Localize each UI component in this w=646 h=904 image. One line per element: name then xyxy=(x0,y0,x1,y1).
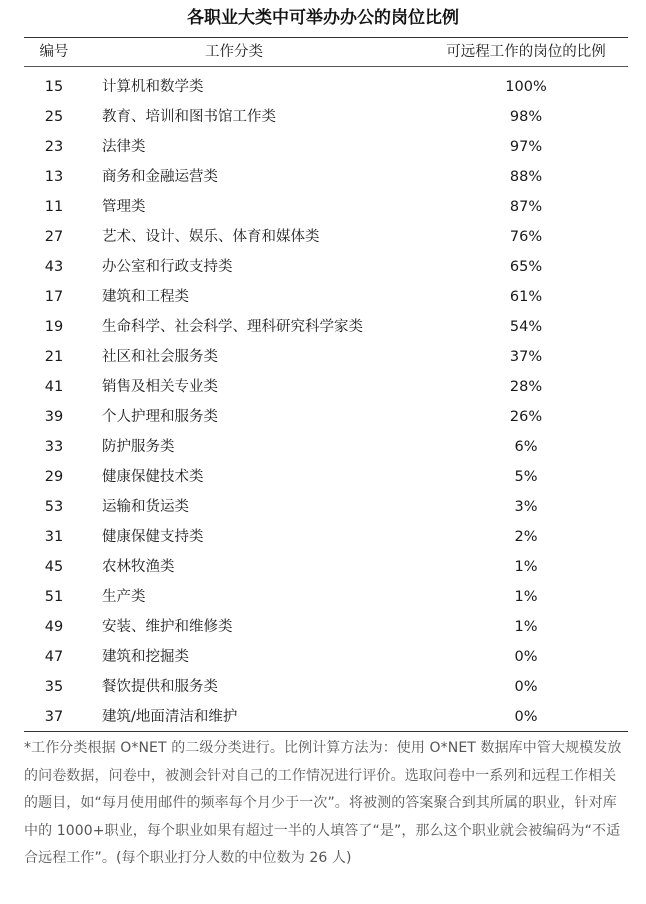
header-category: 工作分类 xyxy=(205,44,263,60)
row-category: 健康保健技术类 xyxy=(102,469,204,485)
row-code: 21 xyxy=(44,349,64,365)
row-code: 33 xyxy=(44,439,64,455)
table-row xyxy=(24,432,628,462)
row-category: 生命科学、社会科学、理科研究科学家类 xyxy=(102,319,363,335)
row-code: 49 xyxy=(44,619,64,635)
table-row xyxy=(24,402,628,432)
row-code: 35 xyxy=(44,679,64,695)
row-code: 13 xyxy=(44,169,64,185)
row-ratio: 97% xyxy=(509,139,543,155)
row-code: 23 xyxy=(44,139,64,155)
header-ratio: 可远程工作的岗位的比例 xyxy=(446,44,606,60)
row-category: 办公室和行政支持类 xyxy=(102,259,233,275)
row-ratio: 100% xyxy=(505,79,547,95)
table-row xyxy=(24,642,628,672)
table-body xyxy=(24,72,628,732)
row-ratio: 87% xyxy=(509,199,543,215)
table-row xyxy=(24,72,628,102)
table-row xyxy=(24,132,628,162)
footnote: *工作分类根据 O*NET 的二级分类进行。比例计算方法为：使用 O*NET 数据库中管大规模发放的问卷数据，问卷中，被测会针对自己的工作情况进行评价。选取问卷中一系列和远程工作相关的题目，如“每月使用邮件的频率每个月少于一次”。将被测的答案聚合到其所属的职业，针对库中的 1000+职业，每个职业如果有超过一半的人填答了“是”，那么这个职业就会被编码为“不适合远程工作”。(每个职业打分人数的中位数为 26 人) xyxy=(24,740,622,866)
table-row xyxy=(24,462,628,492)
row-code: 25 xyxy=(44,109,64,125)
row-category: 教育、培训和图书馆工作类 xyxy=(102,109,276,125)
row-code: 53 xyxy=(44,499,64,515)
table-header xyxy=(24,38,628,66)
row-ratio: 0% xyxy=(514,709,538,725)
table-title: 各职业大类中可举办办公的岗位比例 xyxy=(187,8,459,28)
row-ratio: 0% xyxy=(514,649,538,665)
table-bottom-rule xyxy=(24,731,628,732)
row-category: 计算机和数学类 xyxy=(102,79,204,95)
row-ratio: 5% xyxy=(514,469,538,485)
table-row xyxy=(24,372,628,402)
row-code: 37 xyxy=(44,709,64,725)
row-code: 19 xyxy=(44,319,64,335)
row-ratio: 98% xyxy=(509,109,543,125)
row-ratio: 1% xyxy=(514,589,538,605)
table-row xyxy=(24,492,628,522)
table-row xyxy=(24,342,628,372)
row-category: 法律类 xyxy=(102,139,146,155)
row-category: 建筑和挖掘类 xyxy=(102,649,189,665)
row-category: 餐饮提供和服务类 xyxy=(102,679,218,695)
row-category: 艺术、设计、娱乐、体育和媒体类 xyxy=(102,229,320,245)
row-ratio: 88% xyxy=(509,169,543,185)
row-ratio: 54% xyxy=(509,319,543,335)
row-category: 管理类 xyxy=(102,199,146,215)
table-row xyxy=(24,612,628,642)
row-ratio: 3% xyxy=(514,499,538,515)
row-category: 健康保健支持类 xyxy=(102,529,204,545)
row-code: 31 xyxy=(44,529,64,545)
table-row xyxy=(24,252,628,282)
table-row xyxy=(24,222,628,252)
row-category: 生产类 xyxy=(102,589,146,605)
row-category: 运输和货运类 xyxy=(102,499,189,515)
table-row xyxy=(24,162,628,192)
row-ratio: 76% xyxy=(509,229,543,245)
row-category: 安装、维护和维修类 xyxy=(102,619,233,635)
row-category: 个人护理和服务类 xyxy=(102,409,218,425)
row-ratio: 2% xyxy=(514,529,538,545)
row-category: 建筑和工程类 xyxy=(102,289,189,305)
table-row xyxy=(24,582,628,612)
row-code: 45 xyxy=(44,559,64,575)
row-code: 11 xyxy=(44,199,64,215)
row-category: 防护服务类 xyxy=(102,439,175,455)
row-category: 销售及相关专业类 xyxy=(102,379,218,395)
row-ratio: 1% xyxy=(514,619,538,635)
table-row xyxy=(24,552,628,582)
row-code: 43 xyxy=(44,259,64,275)
row-code: 29 xyxy=(44,469,64,485)
row-ratio: 26% xyxy=(509,409,543,425)
row-code: 47 xyxy=(44,649,64,665)
row-ratio: 28% xyxy=(509,379,543,395)
row-ratio: 61% xyxy=(509,289,543,305)
table-row xyxy=(24,702,628,732)
row-code: 15 xyxy=(44,79,64,95)
row-code: 41 xyxy=(44,379,64,395)
row-ratio: 0% xyxy=(514,679,538,695)
table-header-rule xyxy=(24,66,628,67)
row-ratio: 65% xyxy=(509,259,543,275)
row-code: 51 xyxy=(44,589,64,605)
row-code: 17 xyxy=(44,289,64,305)
row-ratio: 6% xyxy=(514,439,538,455)
table-row xyxy=(24,102,628,132)
header-code: 编号 xyxy=(39,44,69,60)
row-ratio: 1% xyxy=(514,559,538,575)
row-ratio: 37% xyxy=(509,349,543,365)
row-category: 社区和社会服务类 xyxy=(102,349,218,365)
row-code: 39 xyxy=(44,409,64,425)
table-row xyxy=(24,522,628,552)
row-category: 商务和金融运营类 xyxy=(102,169,218,185)
table-row xyxy=(24,312,628,342)
row-category: 建筑/地面清洁和维护 xyxy=(102,709,238,725)
table-row xyxy=(24,282,628,312)
table-row xyxy=(24,192,628,222)
table-row xyxy=(24,672,628,702)
row-category: 农林牧渔类 xyxy=(102,559,175,575)
row-code: 27 xyxy=(44,229,64,245)
